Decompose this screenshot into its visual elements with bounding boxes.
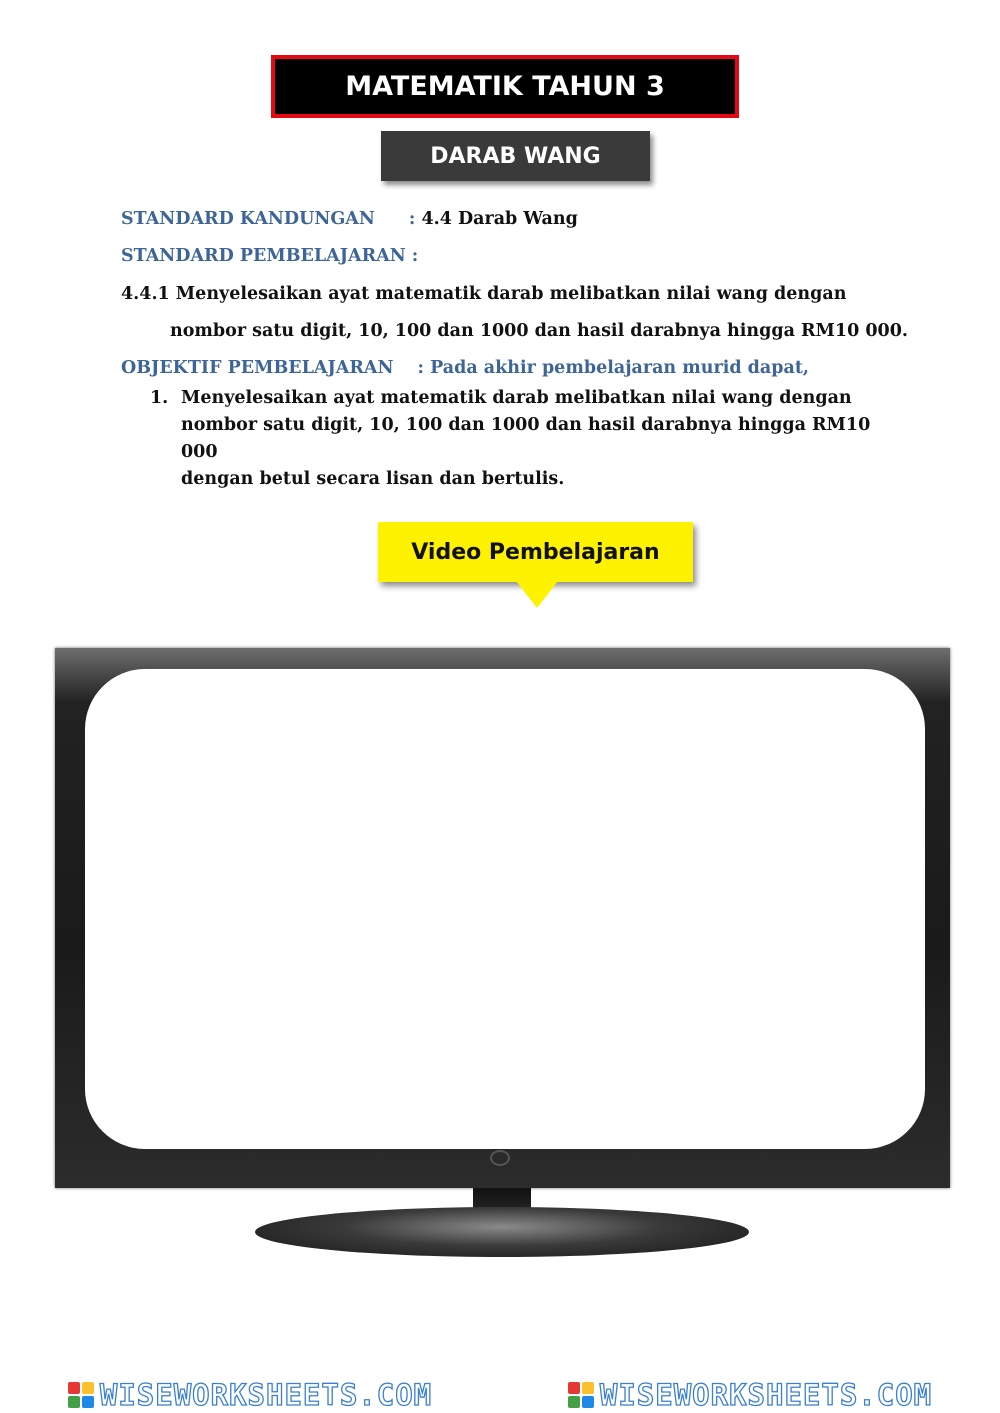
standard-pembelajaran-line-2: nombor satu digit, 10, 100 dan 1000 dan hasil darabnya hingga RM10 000. [170,321,908,341]
brand-watermark-right [568,1378,932,1412]
objektif-list [150,385,910,493]
standard-kandungan-row [121,209,578,229]
video-callout-label: Video Pembelajaran [411,539,660,565]
objektif-item-text [181,385,910,493]
objektif-item-line-3: dengan betul secara lisan dan bertulis. [181,469,565,489]
objektif-item-line-1: Menyelesaikan ayat matematik darab melibatkan nilai wang dengan [181,388,852,408]
brand-text: WISEWORKSHEETS.COM [599,1378,933,1412]
standard-pembelajaran-line-1: 4.4.1 Menyelesaikan ayat matematik darab melibatkan nilai wang dengan [121,284,847,304]
video-screen[interactable] [85,669,925,1149]
brand-text: WISEWORKSHEETS.COM [99,1378,433,1412]
page-subtitle-text: DARAB WANG [430,143,601,169]
standard-kandungan-colon: : [408,209,416,229]
wiseworksheets-logo-icon [68,1382,94,1408]
objektif-item-number: 1. [150,388,169,408]
callout-arrow-icon [516,581,558,608]
objektif-row [121,358,809,378]
footer-brand [0,1377,1000,1413]
tv-stand-base [255,1207,749,1257]
standard-kandungan-value: 4.4 Darab Wang [421,209,578,229]
tv-power-icon [490,1150,510,1166]
objektif-list-item [150,385,910,493]
objektif-label: OBJEKTIF PEMBELAJARAN [121,358,394,378]
wiseworksheets-logo-icon [568,1382,594,1408]
page-title [271,55,739,118]
page-title-text: MATEMATIK TAHUN 3 [345,71,665,102]
brand-watermark-left [68,1378,432,1412]
page-subtitle [381,131,650,181]
objektif-item-line-2: nombor satu digit, 10, 100 dan 1000 dan hasil darabnya hingga RM10 000 [181,415,871,462]
objektif-intro: : Pada akhir pembelajaran murid dapat, [417,358,809,378]
video-callout [378,522,693,582]
standard-kandungan-label: STANDARD KANDUNGAN [121,209,375,229]
standard-pembelajaran-label: STANDARD PEMBELAJARAN : [121,246,419,266]
